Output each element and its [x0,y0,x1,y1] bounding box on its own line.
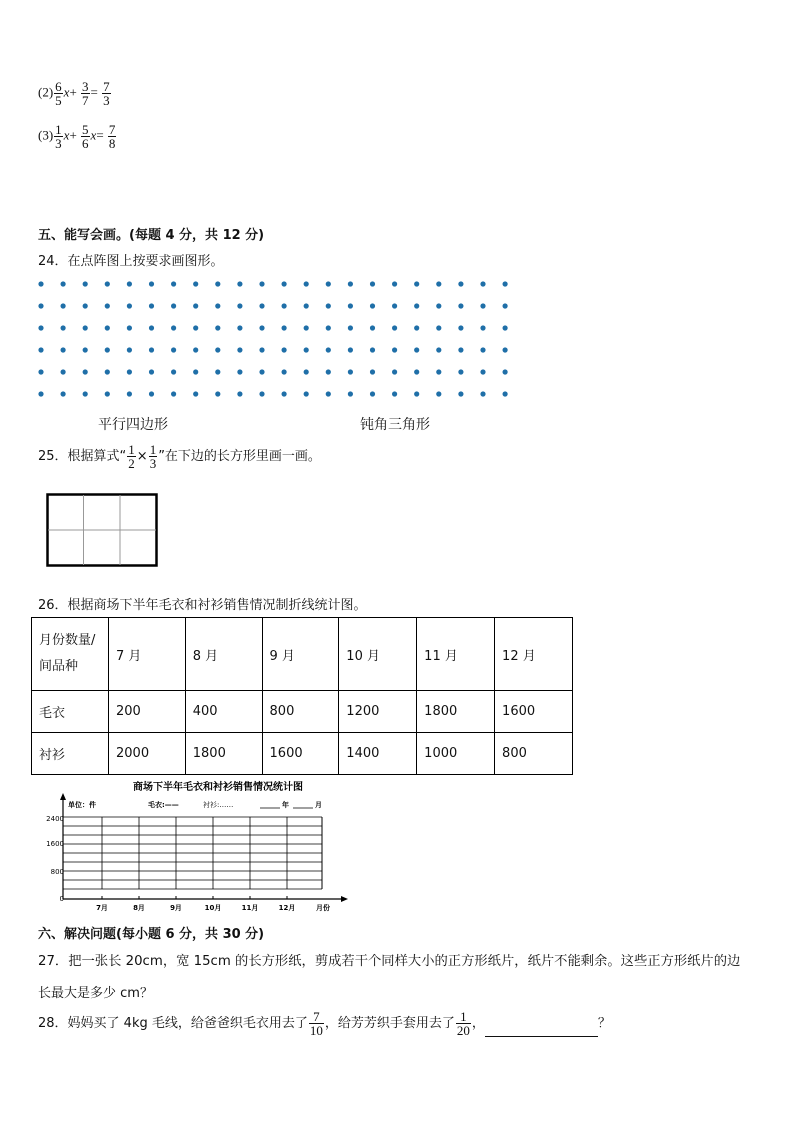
grid-dot [38,325,43,330]
variable: x [63,127,70,143]
grid-dot [149,369,154,374]
grid-dot [171,347,176,352]
grid-dot [282,391,287,396]
grid-dot [149,303,154,308]
question-27-line-1: 27．把一张长 20cm，宽 15cm 的长方形纸，剪成若干个同样大小的正方形纸片，纸片不能剩余。这些正方形纸片的边 [38,954,741,969]
grid-dot [282,325,287,330]
question-25 [38,443,321,470]
grid-dot [503,347,508,352]
table-cell: 400 [185,691,262,733]
grid-dot [127,369,132,374]
grid-dot [304,303,309,308]
grid-dot [304,391,309,396]
grid-dot [215,391,220,396]
fraction: $\frac{3}{7}$ [82,79,89,108]
grid-dot [480,303,485,308]
question-text: ？ [597,1016,611,1031]
label-obtuse-triangle: 钝角三角形 [360,417,430,433]
section-5-heading: 五、能写会画。(每题 4 分，共 12 分) [38,228,265,243]
label-parallelogram: 平行四边形 [98,417,168,433]
grid-dot [38,391,43,396]
grid-dot [259,347,264,352]
grid-dot [171,281,176,286]
question-27-line-2: 长最大是多少 cm？ [38,986,153,1001]
grid-dot [83,369,88,374]
grid-dot [480,281,485,286]
x-tick-label: 12月 [278,904,296,912]
grid-dot [215,281,220,286]
grid-dot [326,325,331,330]
grid-dot [193,281,198,286]
month-header: 9 月 [262,618,339,691]
grid-dot [436,303,441,308]
grid-dot [83,303,88,308]
grid-dot [458,303,463,308]
grid-dot [61,303,66,308]
table-cell: 1600 [495,691,573,733]
equals-sign: = [90,84,98,100]
question-text: ，给芳芳织手套用去了 [324,1016,455,1031]
grid-dot [503,281,508,286]
variable: x [90,127,97,143]
grid-dot [480,391,485,396]
month-label: 月 [315,801,322,809]
table-row [32,691,573,733]
grid-dot [348,303,353,308]
grid-dot [458,325,463,330]
grid-dot [392,281,397,286]
grid-dot [237,391,242,396]
x-axis-arrow [341,896,348,902]
grid-dot [127,391,132,396]
grid-dot [259,369,264,374]
grid-dot [237,347,242,352]
grid-dot [503,303,508,308]
table-cell: 2000 [109,733,186,775]
grid-dot [326,347,331,352]
grid-dot [105,303,110,308]
table-row [32,733,573,775]
grid-dot [480,347,485,352]
equation-number: (3) [38,127,54,143]
legend-shirt: 衬衫:…… [203,801,234,809]
grid-dot [503,325,508,330]
chart-unit: 单位：件 [68,801,96,809]
y-tick-label: 2400 [46,815,64,823]
equation-number: (2) [38,84,54,100]
grid-dot [458,369,463,374]
variable: x [63,84,70,100]
question-text: 28．妈妈买了 4kg 毛线，给爸爸织毛衣用去了 [38,1016,308,1031]
grid-dot [171,391,176,396]
grid-dot [38,369,43,374]
grid-dot [414,391,419,396]
x-tick-label: 11月 [241,904,259,912]
table-cell: 1200 [339,691,417,733]
grid-dot [282,347,287,352]
row-label: 衬衫 [32,733,109,775]
table-corner-header [32,618,109,691]
grid-dot [326,281,331,286]
table-cell: 1800 [185,733,262,775]
grid-dot [237,303,242,308]
grid-dot [414,369,419,374]
grid-dot [326,369,331,374]
operator: × [136,449,148,464]
grid-dot [105,391,110,396]
equals-sign: = [96,127,104,143]
question-text: 25．根据算式“ [38,449,127,464]
month-header: 10 月 [339,618,417,691]
grid-dot [83,281,88,286]
y-tick-label: 0 [59,895,64,903]
grid-dot [436,369,441,374]
grid-dot [370,369,375,374]
grid-dot [149,281,154,286]
grid-dot [83,391,88,396]
header-text: 月份数量/ [39,633,96,648]
equation-3 [38,123,117,150]
table-cell: 1600 [262,733,339,775]
grid-dot [61,347,66,352]
grid-dot [480,369,485,374]
grid-dot [193,369,198,374]
grid-dot [127,281,132,286]
grid-dot [83,325,88,330]
table-cell: 1800 [417,691,495,733]
grid-dot [193,347,198,352]
grid-dot [61,369,66,374]
question-text: ， [471,1016,485,1031]
grid-dot [414,303,419,308]
grid-dot [61,281,66,286]
header-text: 间品种 [39,659,79,674]
grid-dot [458,347,463,352]
grid-dot [237,281,242,286]
y-axis-arrow [60,793,66,800]
chart-grid [63,796,344,899]
fraction: $\frac{5}{6}$ [82,122,89,151]
grid-dot [304,281,309,286]
fraction: $\frac{7}{3}$ [103,79,110,108]
grid-dot [436,325,441,330]
table-header-row [32,618,573,691]
grid-dot [259,325,264,330]
grid-dot [105,369,110,374]
grid-dot [193,391,198,396]
grid-dot [348,281,353,286]
table-cell: 800 [495,733,573,775]
grid-dot [149,347,154,352]
grid-dot [215,347,220,352]
grid-dot [171,325,176,330]
grid-dot [61,391,66,396]
grid-dot [171,303,176,308]
grid-dot [414,347,419,352]
grid-dot [127,325,132,330]
fraction: $\frac{7}{10}$ [309,1009,323,1038]
fraction: $\frac{1}{2}$ [128,442,135,471]
grid-dot [503,369,508,374]
question-text: ”在下边的长方形里画一画。 [158,449,321,464]
sales-table [31,617,573,775]
grid-dot [304,369,309,374]
rectangle-figure [46,493,159,568]
question-28 [38,1010,611,1037]
grid-dot [370,347,375,352]
grid-dot [171,369,176,374]
grid-dot [414,325,419,330]
grid-dot [458,281,463,286]
grid-dot [215,325,220,330]
grid-dot [282,281,287,286]
fraction: $\frac{1}{3}$ [149,442,157,471]
grid-dot [392,391,397,396]
answer-blank[interactable] [485,1022,598,1037]
table-cell: 800 [262,691,339,733]
grid-dot [348,325,353,330]
legend-sweater: 毛衣:—— [148,801,179,809]
grid-dot [61,325,66,330]
grid-dot [370,325,375,330]
dot-grid [30,276,520,404]
grid-dot [348,391,353,396]
chart-title: 商场下半年毛衣和衬衫销售情况统计图 [133,782,303,793]
row-label: 毛衣 [32,691,109,733]
grid-dot [436,281,441,286]
section-6-heading: 六、解决问题(每小题 6 分，共 30 分) [38,927,265,942]
grid-dot [304,325,309,330]
grid-dot [38,281,43,286]
grid-dot [326,303,331,308]
grid-dot [436,347,441,352]
grid-dot [282,303,287,308]
grid-dot [127,347,132,352]
fraction: $\frac{7}{8}$ [108,122,116,151]
grid-dot [348,347,353,352]
grid-dot [215,369,220,374]
grid-dot [370,303,375,308]
grid-dot [392,303,397,308]
grid-dot [370,281,375,286]
grid-dot [304,347,309,352]
grid-dot [392,325,397,330]
grid-dot [38,303,43,308]
blank-line-chart [30,776,360,916]
grid-dot [370,391,375,396]
grid-dot [193,303,198,308]
grid-dot [282,369,287,374]
fraction: $\frac{1}{20}$ [456,1009,470,1038]
x-tick-label: 10月 [204,904,222,912]
x-tick-label: 9月 [170,904,182,912]
operator: + [69,84,77,100]
operator: + [69,127,77,143]
grid-dot [458,391,463,396]
grid-dot [237,369,242,374]
grid-dot [105,281,110,286]
month-header: 8 月 [185,618,262,691]
x-axis-unit: 月份 [316,904,330,912]
grid-dot [105,347,110,352]
grid-dot [348,369,353,374]
table-cell: 200 [109,691,186,733]
month-header: 7 月 [109,618,186,691]
grid-dot [392,369,397,374]
grid-dot [83,347,88,352]
fraction: $\frac{1}{3}$ [55,122,62,151]
month-header: 11 月 [417,618,495,691]
grid-dot [215,303,220,308]
grid-dot [480,325,485,330]
year-label: 年 [282,801,289,809]
grid-dot [259,303,264,308]
grid-dot [259,391,264,396]
fraction: $\frac{6}{5}$ [55,79,62,108]
question-26: 26．根据商场下半年毛衣和衬衫销售情况制折线统计图。 [38,598,367,613]
grid-dot [392,347,397,352]
table-cell: 1400 [339,733,417,775]
grid-dot [149,391,154,396]
grid-dot [259,281,264,286]
grid-dot [127,303,132,308]
month-header: 12 月 [495,618,573,691]
x-tick-label: 8月 [133,904,145,912]
question-24: 24．在点阵图上按要求画图形。 [38,254,224,269]
grid-dot [105,325,110,330]
grid-dot [193,325,198,330]
grid-dot [436,391,441,396]
y-tick-label: 800 [50,868,64,876]
grid-dot [414,281,419,286]
grid-dot [326,391,331,396]
table-cell: 1000 [417,733,495,775]
equation-2 [38,80,112,107]
grid-dot [503,391,508,396]
x-tick-label: 7月 [96,904,108,912]
y-tick-label: 1600 [46,840,64,848]
grid-dot [38,347,43,352]
grid-dot [237,325,242,330]
grid-dot [149,325,154,330]
